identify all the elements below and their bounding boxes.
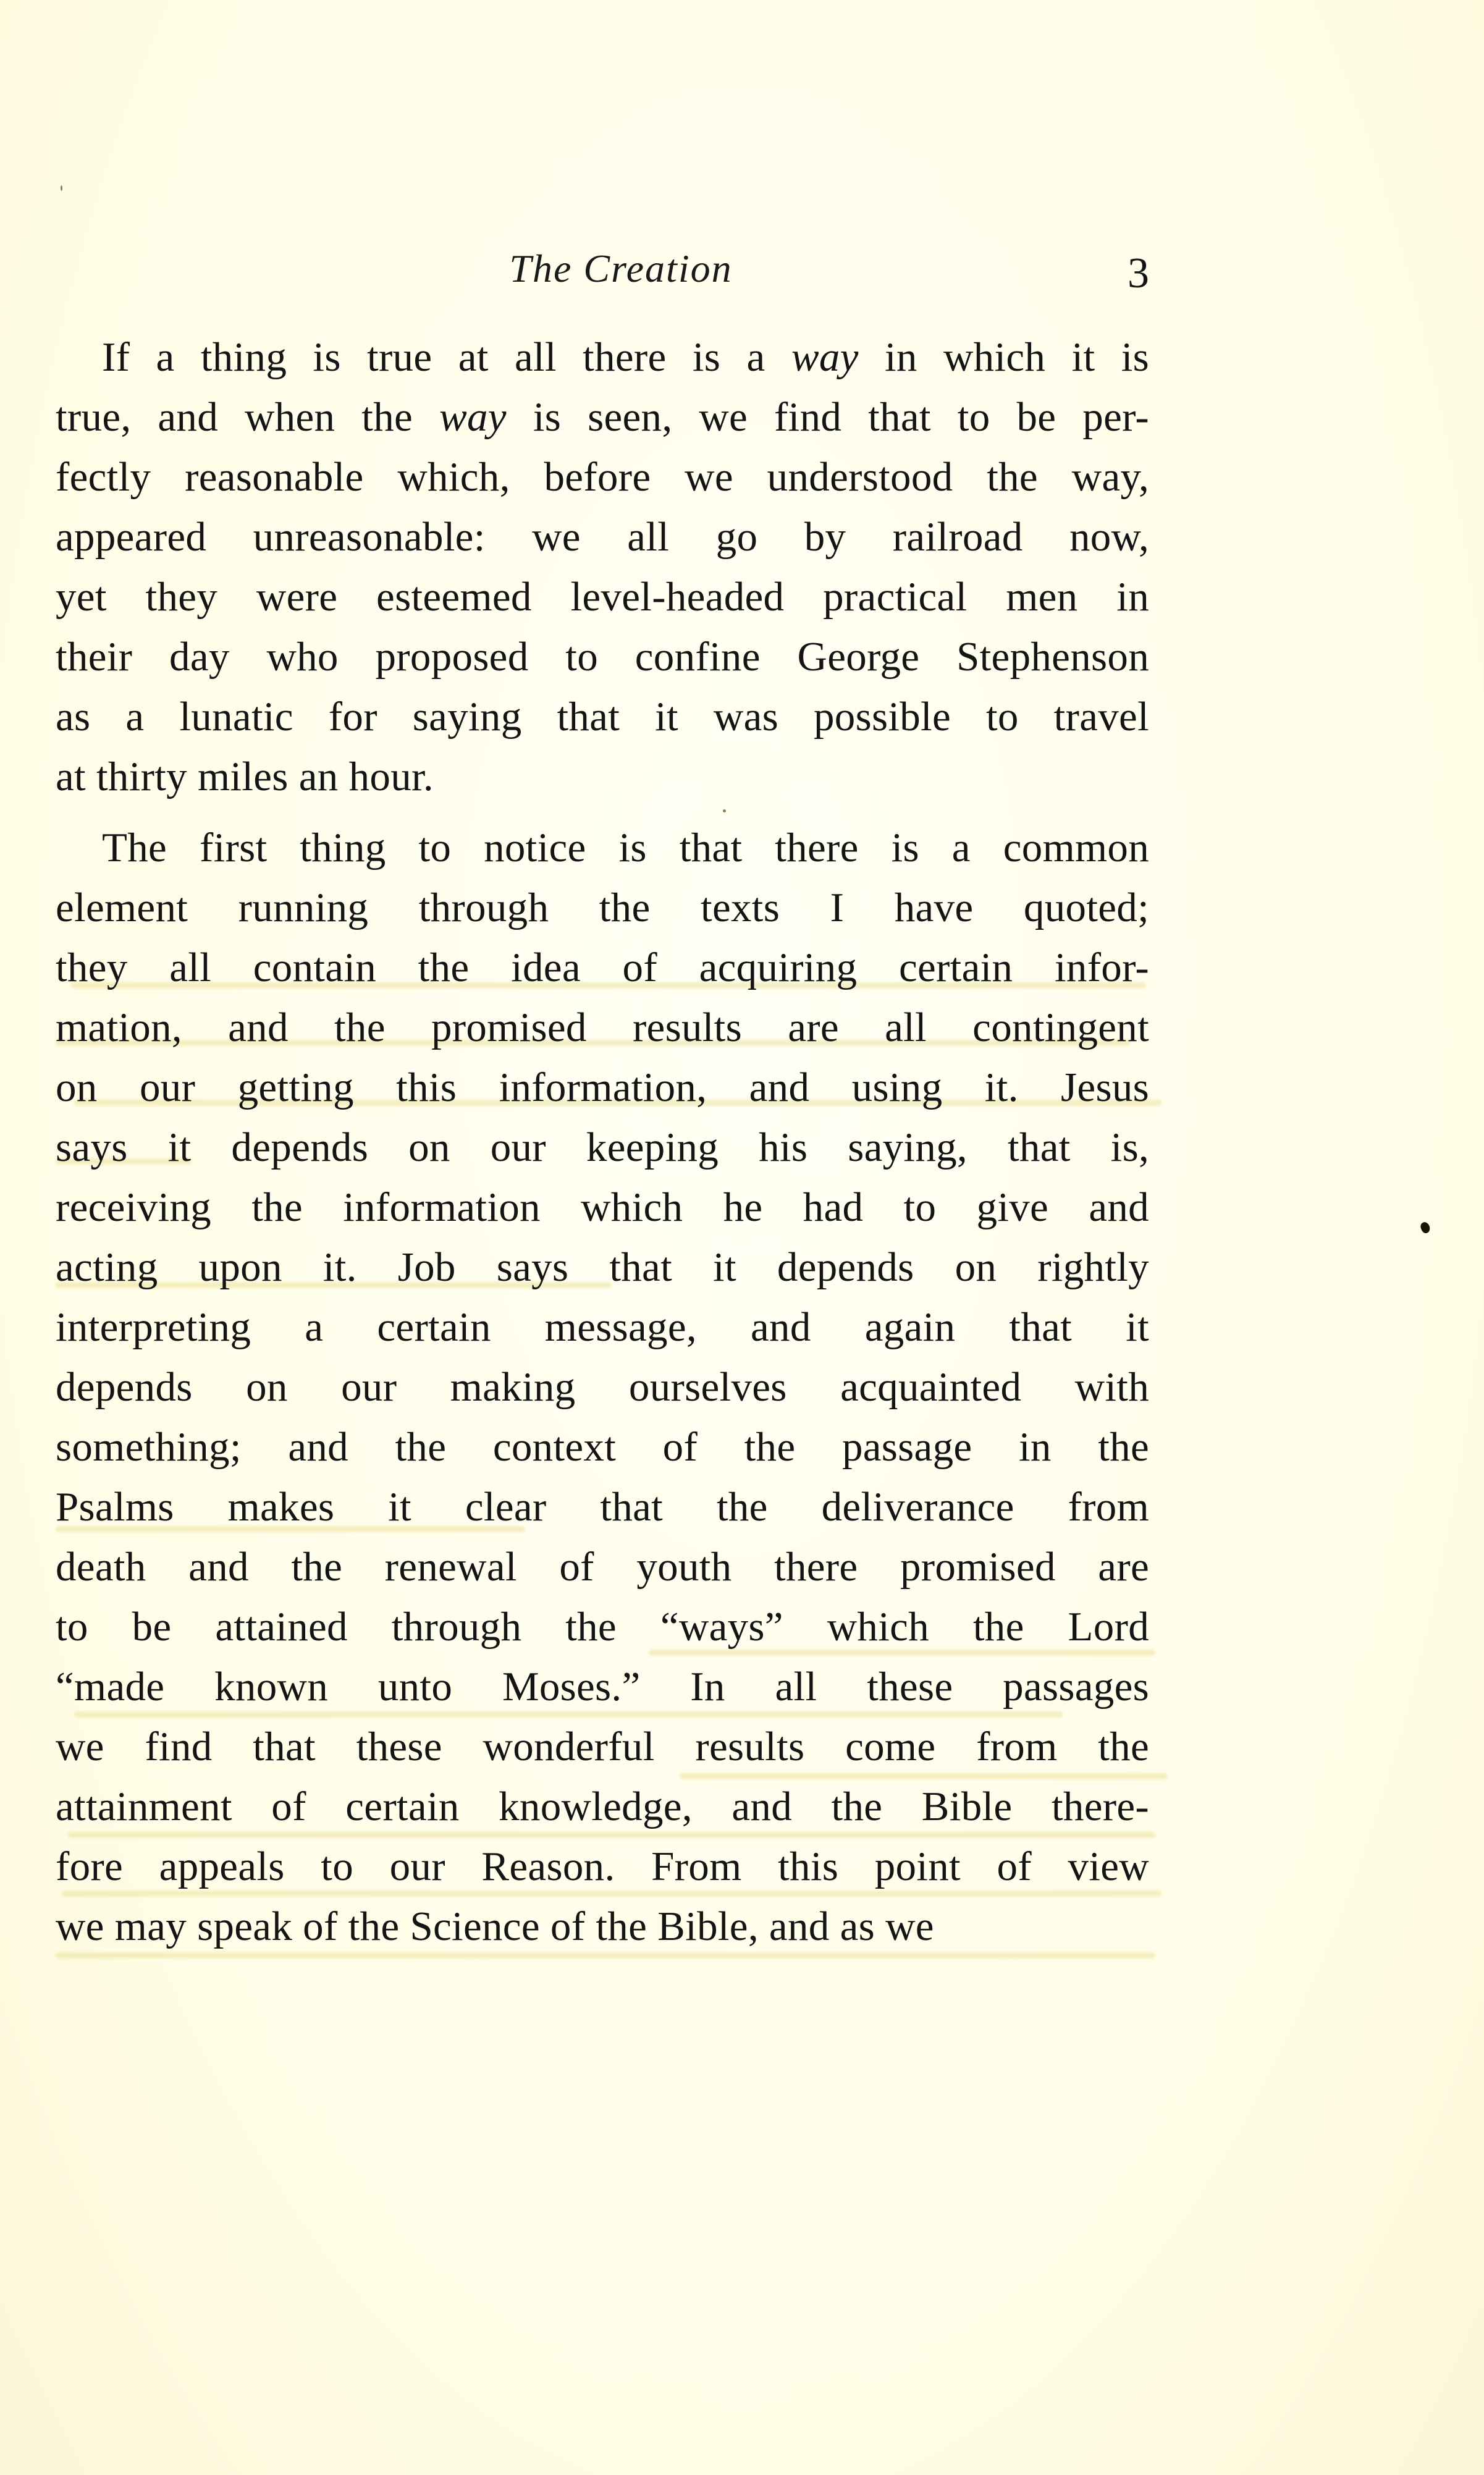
text-line (56, 327, 1149, 387)
text-run: is seen, we find that to be per- (506, 394, 1149, 440)
text-line (56, 998, 1149, 1058)
text-line (56, 1297, 1149, 1357)
text-run: something; and the context of the passage in the (56, 1424, 1149, 1470)
text-run: as a lunatic for saying that it was possible to travel (56, 694, 1149, 740)
text-run: mation, and the promised results are all contingent (56, 1005, 1149, 1050)
paragraph (56, 327, 1149, 807)
text-run: in which it is (858, 334, 1149, 380)
italic-text: way (439, 394, 507, 440)
text-run: depends on our making ourselves acquainted with (56, 1364, 1149, 1410)
italic-text: way (791, 334, 859, 380)
text-run: yet they were esteemed level-headed practical men in (56, 574, 1149, 620)
text-line (56, 878, 1149, 938)
running-title: The Creation (509, 247, 733, 290)
running-head (56, 238, 1149, 300)
text-run: element running through the texts I have quoted; (56, 885, 1149, 930)
text-line (56, 1357, 1149, 1417)
text-run: death and the renewal of youth there promised are (56, 1544, 1149, 1590)
text-line (56, 1178, 1149, 1238)
text-line (56, 1118, 1149, 1178)
text-line (56, 447, 1149, 507)
text-run: we may speak of the Science of the Bible, and as we (56, 1904, 934, 1949)
text-line (56, 627, 1149, 687)
text-line (56, 1897, 1149, 1957)
text-line (56, 687, 1149, 747)
text-line (56, 507, 1149, 567)
text-run: we find that these wonderful results come from the (56, 1724, 1149, 1769)
text-line (56, 1657, 1149, 1717)
ink-spot (1419, 1221, 1431, 1234)
text-run: they all contain the idea of acquiring certain infor- (56, 945, 1149, 990)
text-run: receiving the information which he had to give and (56, 1184, 1149, 1230)
text-run: interpreting a certain message, and again that it (56, 1304, 1149, 1350)
text-line (56, 1417, 1149, 1477)
text-run: fectly reasonable which, before we understood the way, (56, 454, 1149, 500)
text-line (56, 1777, 1149, 1837)
text-line (56, 1537, 1149, 1597)
text-line (56, 567, 1149, 627)
text-run: attainment of certain knowledge, and the Bible there- (56, 1784, 1149, 1829)
text-line (56, 1837, 1149, 1897)
text-run: The first thing to notice is that there is a common (102, 825, 1149, 871)
text-line (56, 1597, 1149, 1657)
body-text (56, 327, 1149, 1957)
text-line (56, 1717, 1149, 1777)
text-run: acting upon it. Job says that it depends on rightly (56, 1244, 1149, 1290)
text-run: Psalms makes it clear that the deliverance from (56, 1484, 1149, 1530)
text-run: true, and when the (56, 394, 440, 440)
text-run: “made known unto Moses.” In all these passages (56, 1664, 1149, 1710)
text-line (56, 387, 1149, 447)
paragraph (56, 818, 1149, 1957)
ink-speck (61, 185, 62, 191)
text-line (56, 1477, 1149, 1537)
text-run: If a thing is true at all there is a (102, 334, 791, 380)
text-line (56, 1238, 1149, 1297)
paragraph-gap (56, 807, 1149, 818)
text-run: at thirty miles an hour. (56, 754, 434, 799)
text-run: says it depends on our keeping his saying, that is, (56, 1124, 1149, 1170)
text-run: appeared unreasonable: we all go by railroad now, (56, 514, 1149, 560)
text-run: on our getting this information, and using it. Jesus (56, 1065, 1149, 1110)
text-line (56, 747, 1149, 807)
page-number: 3 (1128, 250, 1149, 297)
text-line (56, 938, 1149, 998)
text-line (56, 1058, 1149, 1118)
text-run: fore appeals to our Reason. From this point of view (56, 1844, 1149, 1889)
text-line (56, 818, 1149, 878)
text-run: their day who proposed to confine George Stephenson (56, 634, 1149, 680)
text-run: to be attained through the “ways” which the Lord (56, 1604, 1149, 1650)
